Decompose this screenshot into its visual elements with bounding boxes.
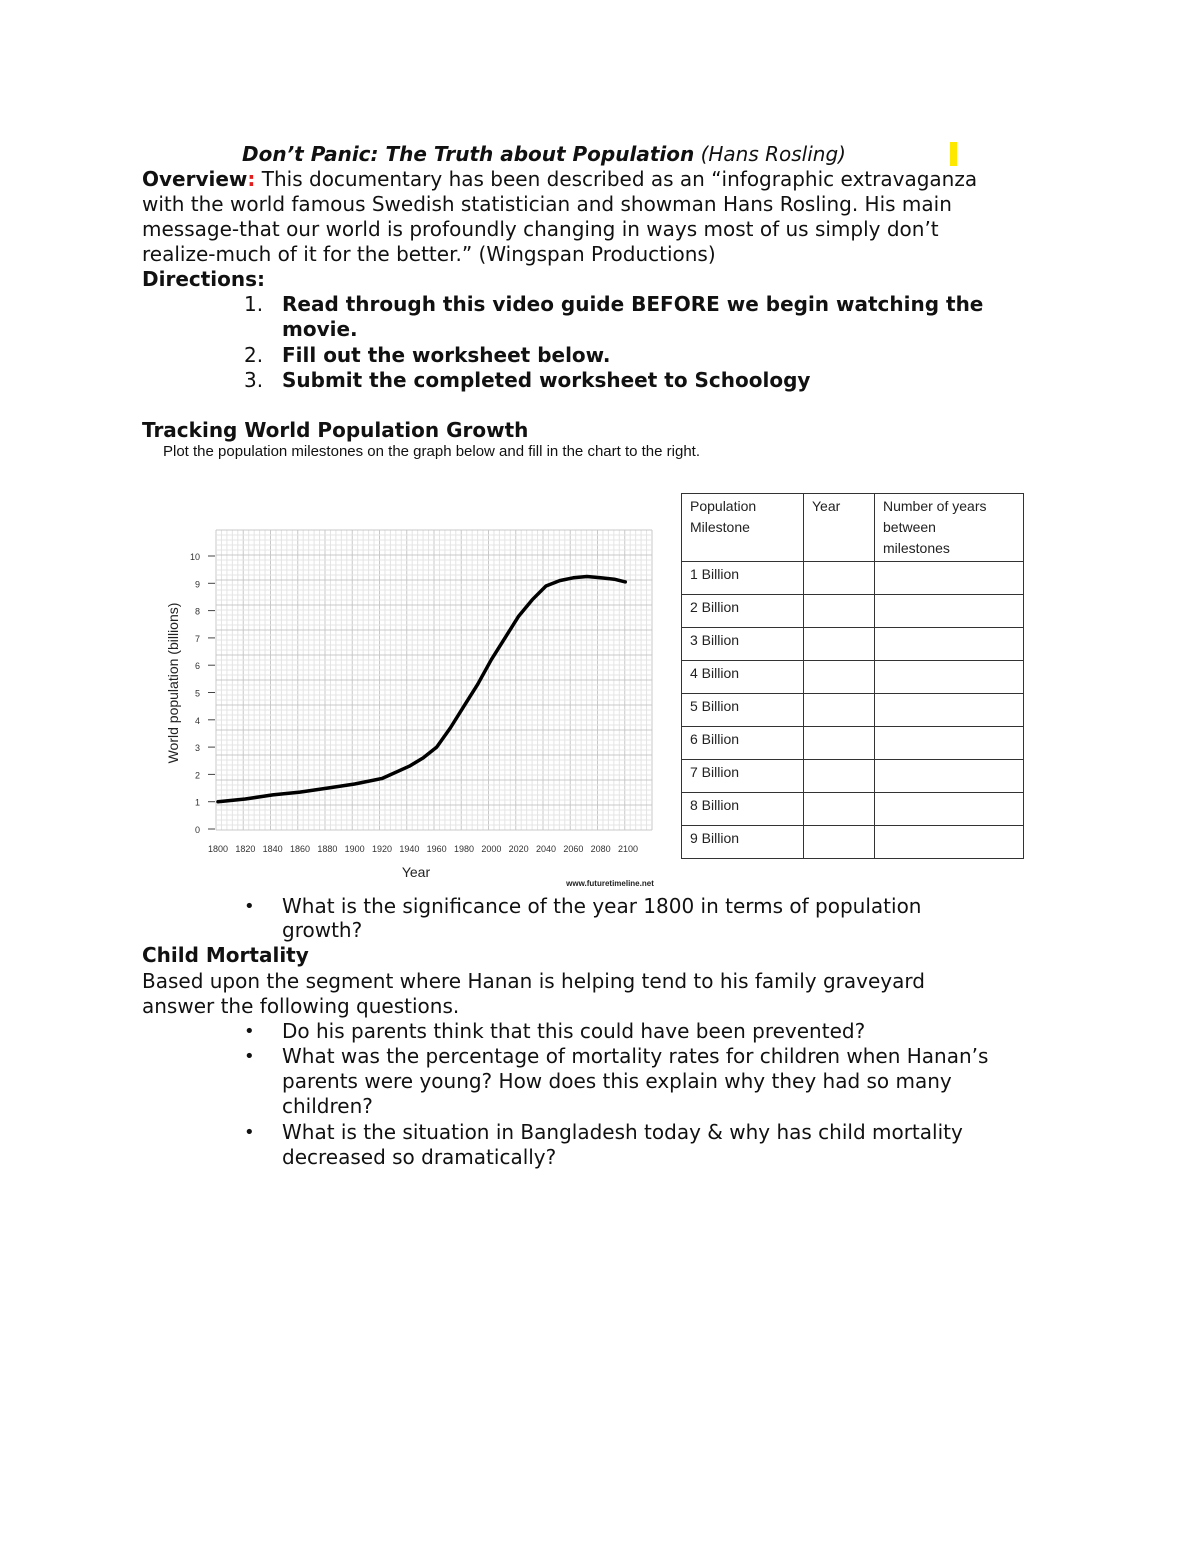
question-prevented: Do his parents think that this could have been prevented? bbox=[282, 1019, 866, 1043]
bullet-icon: • bbox=[244, 1046, 255, 1067]
x-tick-label: 1940 bbox=[399, 844, 420, 854]
year-cell[interactable] bbox=[804, 793, 875, 826]
section2-intro-line-2: answer the following questions. bbox=[142, 994, 460, 1018]
y-tick-label: 7 bbox=[194, 633, 200, 644]
table-row bbox=[682, 727, 1024, 760]
section-heading-population-growth: Tracking World Population Growth bbox=[142, 418, 529, 442]
direction-text: Read through this video guide BEFORE we begin watching the bbox=[282, 292, 984, 316]
y-tick-label: 5 bbox=[194, 688, 200, 699]
population-chart bbox=[160, 518, 655, 890]
x-tick-label: 2080 bbox=[590, 844, 611, 854]
x-tick-label: 1960 bbox=[426, 844, 447, 854]
x-tick-label: 1820 bbox=[235, 844, 256, 854]
years-between-cell[interactable] bbox=[875, 694, 1024, 727]
bullet-icon: • bbox=[244, 1021, 255, 1042]
milestone-label: 7 Billion bbox=[682, 760, 804, 793]
direction-number: 1. bbox=[244, 292, 264, 316]
x-tick-label: 2020 bbox=[508, 844, 529, 854]
year-cell[interactable] bbox=[804, 694, 875, 727]
plot-instruction: Plot the population milestones on the graph below and fill in the chart to the right. bbox=[163, 443, 701, 460]
x-tick-label: 1840 bbox=[262, 844, 283, 854]
direction-item-1 bbox=[244, 292, 983, 317]
year-cell[interactable] bbox=[804, 661, 875, 694]
table-row bbox=[682, 562, 1024, 595]
title-author: (Hans Rosling) bbox=[700, 142, 846, 166]
x-tick-label: 1980 bbox=[453, 844, 475, 854]
table-row bbox=[682, 793, 1024, 826]
y-tick-label: 6 bbox=[194, 661, 200, 672]
question-1800-line-2: growth? bbox=[282, 918, 363, 942]
header-text: Milestone bbox=[690, 519, 750, 535]
overview-line-3: message-that our world is profoundly changing in ways most of us simply don’t bbox=[142, 217, 939, 241]
y-tick-label: 9 bbox=[194, 579, 200, 590]
header-year bbox=[804, 494, 875, 562]
bullet-icon: • bbox=[244, 896, 255, 917]
y-tick-label: 1 bbox=[194, 797, 200, 808]
year-cell[interactable] bbox=[804, 760, 875, 793]
directions-heading: Directions: bbox=[142, 267, 266, 291]
document-title bbox=[242, 141, 846, 167]
x-tick-label: 2100 bbox=[617, 844, 639, 854]
x-tick-label: 1880 bbox=[317, 844, 338, 854]
overview-colon: : bbox=[247, 167, 256, 191]
x-tick-label: 2060 bbox=[563, 844, 584, 854]
table-row bbox=[682, 826, 1024, 859]
y-tick-label: 3 bbox=[194, 743, 200, 754]
overview-line-4: realize-much of it for the better.” (Wingspan Productions) bbox=[142, 242, 716, 266]
milestone-label: 6 Billion bbox=[682, 727, 804, 760]
direction-number: 3. bbox=[244, 368, 264, 392]
overview-line-1 bbox=[142, 167, 977, 192]
years-between-cell[interactable] bbox=[875, 628, 1024, 661]
milestone-table bbox=[681, 493, 1024, 859]
x-tick-label: 2040 bbox=[535, 844, 557, 854]
year-cell[interactable] bbox=[804, 826, 875, 859]
table-row bbox=[682, 661, 1024, 694]
y-axis-label: World population (billions) bbox=[165, 602, 181, 764]
question-mortality-line-3: children? bbox=[282, 1094, 373, 1118]
x-tick-label: 1900 bbox=[344, 844, 365, 854]
table-row bbox=[682, 628, 1024, 661]
y-tick-label: 10 bbox=[189, 552, 200, 562]
direction-text: Submit the completed worksheet to Schoology bbox=[282, 368, 811, 392]
question-bangladesh-line-1: What is the situation in Bangladesh today & why has child mortality bbox=[282, 1120, 963, 1144]
question-mortality-line-2: parents were young? How does this explain why they had so many bbox=[282, 1069, 952, 1093]
header-text: Year bbox=[812, 498, 841, 514]
direction-item-1-cont: movie. bbox=[282, 317, 358, 341]
header-text: Number of years bbox=[883, 498, 987, 514]
table-row bbox=[682, 694, 1024, 727]
x-tick-label: 2000 bbox=[481, 844, 502, 854]
header-years-between bbox=[875, 494, 1024, 562]
milestone-label: 3 Billion bbox=[682, 628, 804, 661]
x-tick-label: 1920 bbox=[371, 844, 393, 854]
milestone-label: 5 Billion bbox=[682, 694, 804, 727]
section-heading-child-mortality: Child Mortality bbox=[142, 943, 309, 967]
question-1800-line-1: What is the significance of the year 1800 in terms of population bbox=[282, 894, 922, 918]
title-main: Don’t Panic: The Truth about Population bbox=[242, 142, 695, 166]
table-header-row bbox=[682, 494, 1024, 562]
direction-item-2 bbox=[244, 343, 610, 368]
milestone-label: 2 Billion bbox=[682, 595, 804, 628]
table-row bbox=[682, 595, 1024, 628]
year-cell[interactable] bbox=[804, 628, 875, 661]
milestone-label: 1 Billion bbox=[682, 562, 804, 595]
years-between-cell[interactable] bbox=[875, 826, 1024, 859]
header-text: between bbox=[883, 519, 936, 535]
question-mortality-line-1: What was the percentage of mortality rates for children when Hanan’s bbox=[282, 1044, 989, 1068]
y-tick-label: 8 bbox=[194, 606, 200, 617]
x-tick-label: 1860 bbox=[289, 844, 311, 854]
year-cell[interactable] bbox=[804, 727, 875, 760]
milestone-label: 8 Billion bbox=[682, 793, 804, 826]
chart-source: www.futuretimeline.net bbox=[566, 879, 654, 888]
question-bangladesh-line-2: decreased so dramatically? bbox=[282, 1145, 557, 1169]
milestone-label: 9 Billion bbox=[682, 826, 804, 859]
years-between-cell[interactable] bbox=[875, 562, 1024, 595]
y-tick-label: 2 bbox=[194, 770, 200, 781]
overview-line-2: with the world famous Swedish statistician and showman Hans Rosling. His main bbox=[142, 192, 952, 216]
table-row bbox=[682, 760, 1024, 793]
header-text: Population bbox=[690, 498, 757, 514]
x-tick-label: 1800 bbox=[207, 844, 229, 854]
direction-text: Fill out the worksheet below. bbox=[282, 343, 611, 367]
years-between-cell[interactable] bbox=[875, 595, 1024, 628]
y-tick-label: 0 bbox=[194, 825, 200, 835]
years-between-cell[interactable] bbox=[875, 760, 1024, 793]
bullet-icon: • bbox=[244, 1122, 255, 1143]
header-text: milestones bbox=[883, 540, 950, 556]
x-axis-label: Year bbox=[401, 864, 431, 880]
overview-text-1: This documentary has been described as an “infographic extravaganza bbox=[261, 167, 978, 191]
section2-intro-line-1: Based upon the segment where Hanan is helping tend to his family graveyard bbox=[142, 969, 925, 993]
overview-label: Overview bbox=[142, 167, 248, 191]
years-between-cell[interactable] bbox=[875, 793, 1024, 826]
year-cell[interactable] bbox=[804, 562, 875, 595]
milestone-label: 4 Billion bbox=[682, 661, 804, 694]
y-tick-label: 4 bbox=[194, 715, 200, 726]
header-milestone bbox=[682, 494, 804, 562]
direction-item-3 bbox=[244, 368, 810, 393]
yellow-highlight-marker bbox=[950, 142, 957, 166]
direction-number: 2. bbox=[244, 343, 264, 367]
years-between-cell[interactable] bbox=[875, 661, 1024, 694]
year-cell[interactable] bbox=[804, 595, 875, 628]
years-between-cell[interactable] bbox=[875, 727, 1024, 760]
